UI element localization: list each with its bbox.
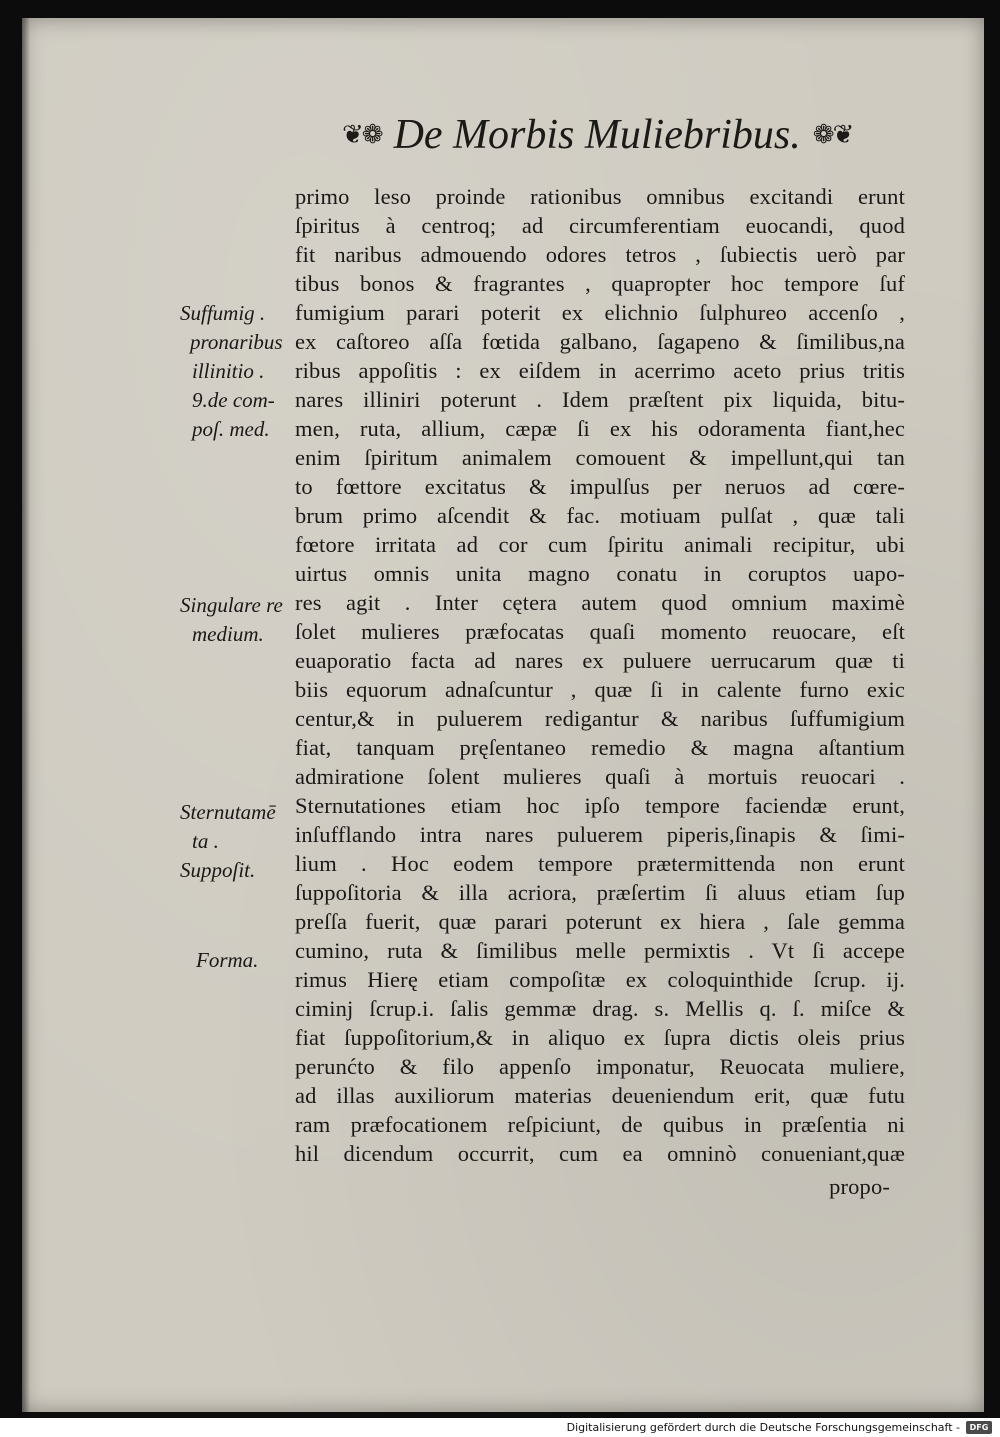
text-line: cumino, ruta & ſimilibus melle permixtis . Vt ſi accepe xyxy=(295,938,905,963)
text-line: primo leso proinde rationibus omnibus excitandi erunt xyxy=(295,184,905,209)
text-line: perunćto & filo appenſo imponatur, Reuocata muliere, xyxy=(295,1054,905,1079)
text-line: fiat, tanquam pręſentaneo remedio & magna aſtantium xyxy=(295,735,905,760)
text-line: ad illas auxiliorum materias deueniendum erit, quæ futu xyxy=(295,1083,905,1108)
margin-note: 9.de com- xyxy=(192,388,275,412)
text-line: fit naribus admouendo odores tetros , ſubiectis uerò par xyxy=(295,242,905,267)
text-line: ſpiritus à centroq; ad circumferentiam euocandi, quod xyxy=(295,213,905,238)
text-line: hil dicendum occurrit, cum ea omninò conueniant,quæ xyxy=(295,1141,905,1166)
text-line: centur,& in puluerem redigantur & naribus ſuffumigium xyxy=(295,706,905,731)
text-line: lium . Hoc eodem tempore prætermittenda non erunt xyxy=(295,851,905,876)
margin-note: Singulare re xyxy=(180,593,283,617)
text-line: preſſa fuerit, quæ parari poterunt ex hiera , ſale gemma xyxy=(295,909,905,934)
text-line: admiratione ſolent mulieres quaſi à mortuis reuocari . xyxy=(295,764,905,789)
text-line: enim ſpiritum animalem comouent & impellunt,qui tan xyxy=(295,445,905,470)
text-line: ciminj ſcrup.i. ſalis gemmæ drag. s. Mellis q. ſ. miſce & xyxy=(295,996,905,1021)
text-line: fiat ſuppoſitorium,& in aliquo ex ſupra dictis oleis prius xyxy=(295,1025,905,1050)
text-line: ſolet mulieres præfocatas quaſi momento reuocare, eſt xyxy=(295,619,905,644)
margin-note: medium. xyxy=(192,622,264,646)
funding-notice: Digitalisierung gefördert durch die Deutsche Forschungsgemeinschaft - xyxy=(566,1421,960,1434)
running-header xyxy=(342,103,902,167)
page-gutter-shadow xyxy=(22,18,30,1412)
page-title: De Morbis Muliebribus. xyxy=(393,112,801,158)
margin-note: Suffumig . xyxy=(180,301,266,325)
margin-note: illinitio . xyxy=(192,359,265,383)
text-line: Sternutationes etiam hoc ipſo tempore faciendæ erunt, xyxy=(295,793,905,818)
text-line: fumigium parari poterit ex elichnio ſulphureo accenſo , xyxy=(295,300,905,325)
text-line: euaporatio facta ad nares ex puluere uerrucarum quæ ti xyxy=(295,648,905,673)
text-line: nares illiniri poterunt . Idem præſtent pix liquida, bitu- xyxy=(295,387,905,412)
text-line: tibus bonos & fragrantes , quapropter hoc tempore ſuf xyxy=(295,271,905,296)
margin-note: poſ. med. xyxy=(192,417,270,441)
margin-note: Suppoſit. xyxy=(180,858,256,882)
margin-note: Forma. xyxy=(196,948,259,972)
margin-note: ta . xyxy=(192,829,219,853)
text-line: ex caſtoreo aſſa fœtida galbano, ſagapeno & ſimilibus,na xyxy=(295,329,905,354)
text-line: ſuppoſitoria & illa acriora, præſertim ſi aluus etiam ſup xyxy=(295,880,905,905)
text-line: brum primo aſcendit & fac. motiuam pulſat , quæ tali xyxy=(295,503,905,528)
text-line: ram præfocationem reſpiciunt, de quibus in præſentia ni xyxy=(295,1112,905,1137)
header-ornament-right: ❁❦ xyxy=(812,120,853,150)
text-line: fœtore irritata ad cor cum ſpiritu animali recipitur, ubi xyxy=(295,532,905,557)
footer-bar xyxy=(0,1418,1000,1437)
text-line: rimus Hierę etiam compoſitæ ex coloquinthide ſcrup. ij. xyxy=(295,967,905,992)
margin-note: pronaribus xyxy=(190,330,283,354)
catchword: propo- xyxy=(829,1174,890,1199)
text-line: res agit . Inter cętera autem quod omnium maximè xyxy=(295,590,905,615)
text-line: inſufflando intra nares puluerem piperis,ſinapis & ſimi- xyxy=(295,822,905,847)
dfg-logo: DFG xyxy=(966,1421,992,1434)
text-line: uirtus omnis unita magno conatu in coruptos uapo- xyxy=(295,561,905,586)
header-ornament-left: ❦❁ xyxy=(342,120,382,150)
margin-note: Sternutamē xyxy=(180,800,276,824)
text-line: ribus appoſitis : ex eiſdem in acerrimo aceto prius tritis xyxy=(295,358,905,383)
text-line: to fœttore excitatus & impulſus per neruos ad cœre- xyxy=(295,474,905,499)
text-line: biis equorum adnaſcuntur , quæ ſi in calente furno exic xyxy=(295,677,905,702)
text-line: men, ruta, allium, cæpæ ſi ex his odoramenta fiant,hec xyxy=(295,416,905,441)
